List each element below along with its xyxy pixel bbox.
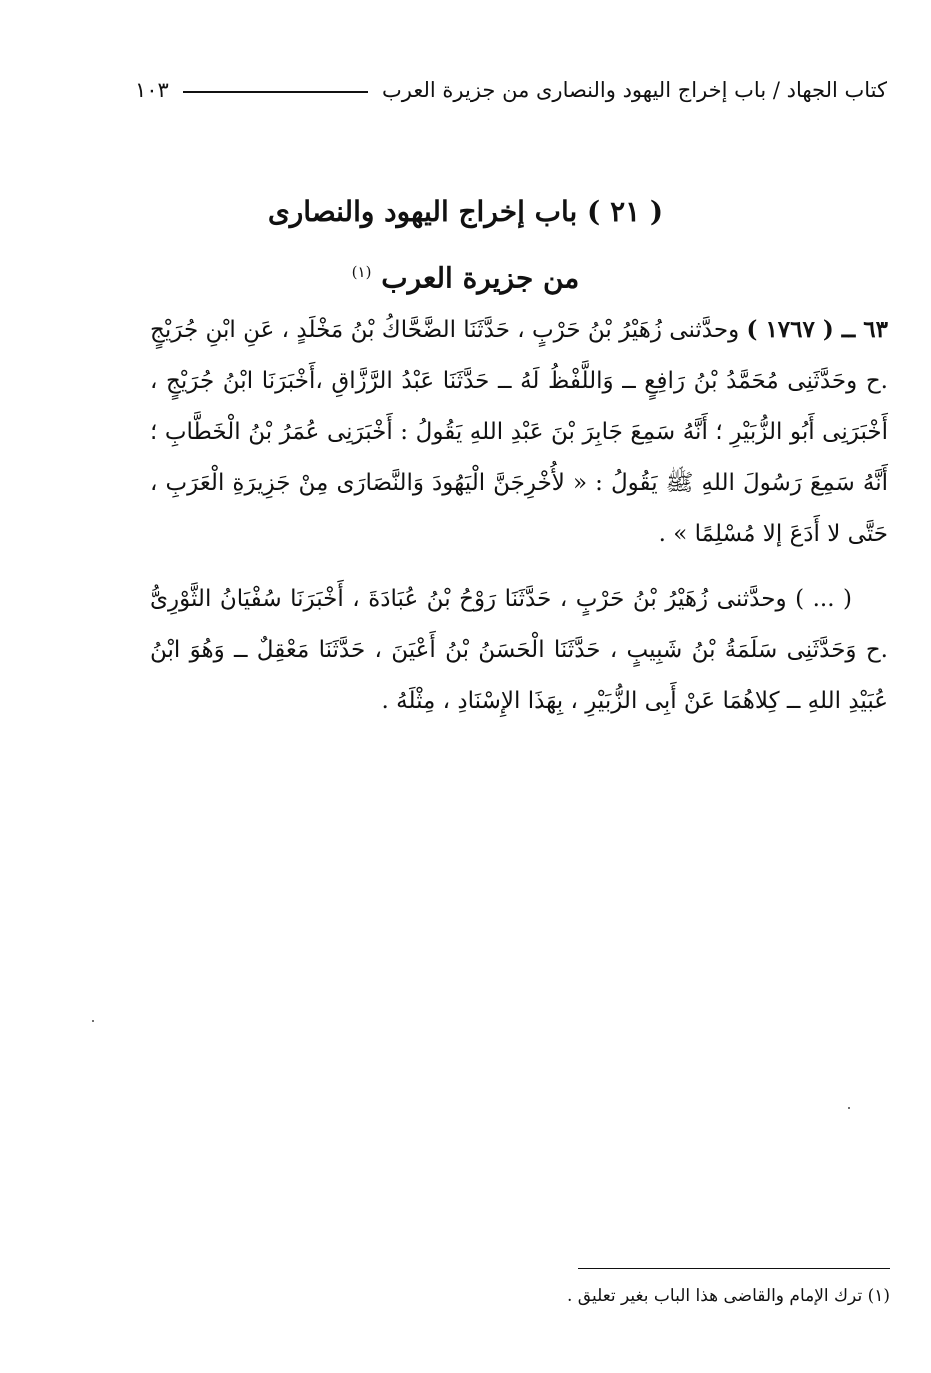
scan-speck (848, 1107, 850, 1109)
running-title: كتاب الجهاد / باب إخراج اليهود والنصارى من جزيرة العرب (382, 78, 887, 102)
page-number: ١٠٣ (135, 78, 169, 102)
chapter-heading (0, 188, 931, 302)
hadith-text: وحدَّثنى زُهَيْرُ بْنُ حَرْبٍ ، حَدَّثَنَا رَوْحُ بْنُ عُبَادَةَ ، أَخْبَرَنَا سُفْيَانُ الثَّوْرِىُّ .ح وَحَدَّثَنِى سَلَمَةُ بْنُ شَبِيبٍ ، حَدَّثَنَا الْحَسَنُ بْنُ أَعْيَنَ ، حَدَّثَنَا مَعْقِلٌ ــ وَهُوَ ابْنُ عُبَيْدِ اللهِ ــ كِلاهُمَا عَنْ أَبِى الزُّبَيْرِ ، بِهَذَا الإِسْنَادِ ، مِثْلَهُ . (150, 586, 888, 714)
chapter-title-line1: ( ٢١ ) باب إخراج اليهود والنصارى (267, 195, 664, 228)
footnote-marker: (١) (867, 1286, 890, 1306)
chapter-title-line2 (0, 248, 931, 302)
hadith-number: ( ... ) (795, 586, 852, 612)
header-rule (183, 91, 368, 93)
hadith-number: ٦٣ ــ ( ١٧٦٧ ) (746, 316, 889, 343)
footnote-text: ترك الإمام والقاضى هذا الباب بغير تعليق . (566, 1286, 863, 1306)
running-header (135, 70, 887, 110)
hadith-paragraph-2 (150, 574, 888, 727)
footnote-rule (578, 1268, 890, 1269)
body-text (150, 304, 888, 727)
hadith-paragraph-1 (150, 304, 888, 560)
footnote-reference: (١) (351, 263, 372, 281)
footnote (380, 1282, 890, 1310)
hadith-text: وحدَّثنى زُهَيْرُ بْنُ حَرْبٍ ، حَدَّثَنَا الضَّحَّاكُ بْنُ مَخْلَدٍ ، عَنِ ابْنِ جُرَيْجٍ .ح وحَدَّثَنِى مُحَمَّدُ بْنُ رَافِعٍ ــ وَاللَّفْظُ لَهُ ــ حَدَّثَنَا عَبْدُ الرَّزَّاقِ ،أَخْبَرَنَا ابْنُ جُرَيْجٍ ، أَخْبَرَنِى أَبُو الزُّبَيْرِ ؛ أَنَّهُ سَمِعَ جَابِرَ بْنَ عَبْدِ اللهِ يَقُولُ : أَخْبَرَنِى عُمَرُ بْنُ الْخَطَّابِ ؛ أَنَّهُ سَمِعَ رَسُولَ اللهِ ﷺ يَقُولُ : « لأُخْرِجَنَّ الْيَهُودَ وَالنَّصَارَى مِنْ جَزِيرَةِ الْعَرَبِ ، حَتَّى لا أَدَعَ إلا مُسْلِمًا » . (150, 317, 888, 547)
chapter-title-line2-text: من جزيرة العرب (381, 261, 580, 295)
scan-speck (92, 1020, 94, 1022)
